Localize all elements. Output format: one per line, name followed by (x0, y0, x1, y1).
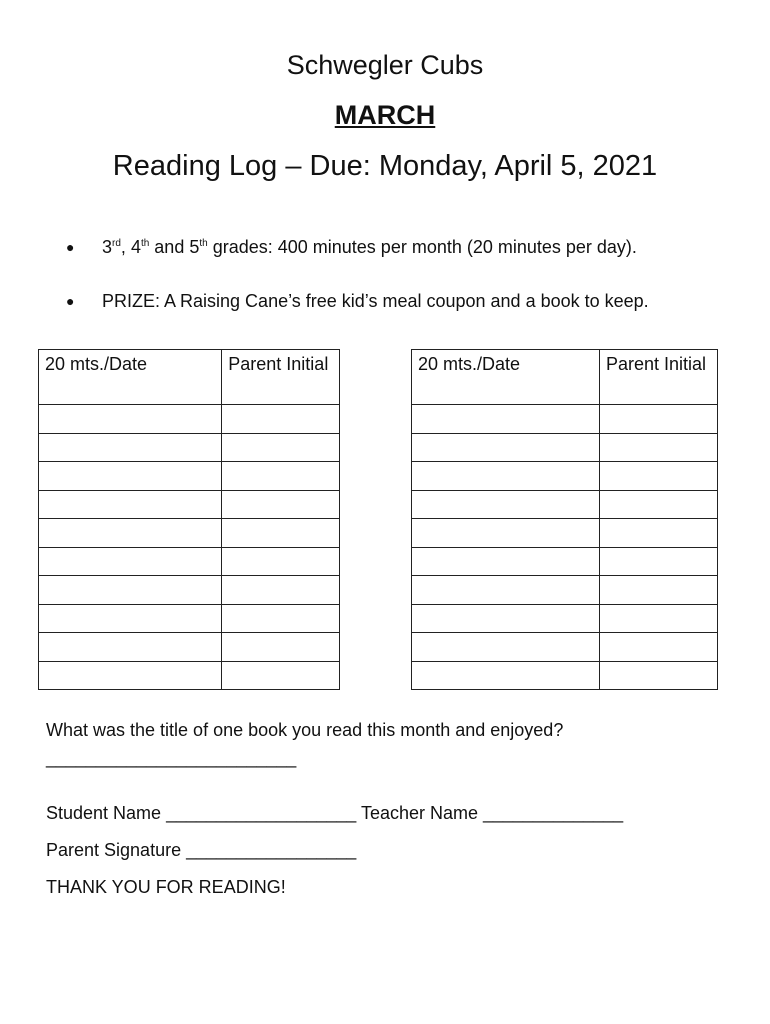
log-row (39, 433, 340, 462)
parent-initial-cell[interactable] (600, 576, 718, 605)
log-rows (412, 405, 718, 690)
date-column-header: 20 mts./Date (412, 350, 600, 405)
date-cell[interactable] (412, 490, 600, 519)
prize-bullet (66, 290, 746, 344)
date-cell[interactable] (39, 433, 222, 462)
log-row (39, 519, 340, 548)
log-row (412, 576, 718, 605)
log-row (412, 633, 718, 662)
date-cell[interactable] (412, 462, 600, 491)
log-row (39, 462, 340, 491)
parent-initial-cell[interactable] (222, 661, 340, 690)
parent-initial-cell[interactable] (222, 633, 340, 662)
parent-initial-cell[interactable] (600, 490, 718, 519)
parent-initial-cell[interactable] (222, 576, 340, 605)
grade-4: 4 (130, 237, 141, 257)
grade-3-suffix: rd (112, 238, 121, 249)
separator: , (120, 237, 131, 257)
parent-signature-line[interactable]: Parent Signature _________________ (46, 840, 357, 860)
date-cell[interactable] (39, 576, 222, 605)
log-row (39, 661, 340, 690)
page-title: Schwegler Cubs (286, 50, 484, 80)
bullet-icon: ● (66, 239, 75, 255)
date-cell[interactable] (39, 490, 222, 519)
date-column-header: 20 mts./Date (39, 350, 222, 405)
log-row (39, 405, 340, 434)
log-row (39, 604, 340, 633)
date-cell[interactable] (412, 576, 600, 605)
reading-log-table-left (38, 349, 340, 690)
parent-initial-cell[interactable] (222, 433, 340, 462)
date-cell[interactable] (39, 633, 222, 662)
parent-initial-cell[interactable] (600, 547, 718, 576)
date-cell[interactable] (412, 661, 600, 690)
log-rows (39, 405, 340, 690)
grades-bullet (66, 236, 746, 290)
parent-initial-cell[interactable] (222, 519, 340, 548)
date-cell[interactable] (412, 547, 600, 576)
date-cell[interactable] (412, 633, 600, 662)
student-teacher-name-line[interactable]: Student Name ___________________ Teacher Name ______________ (46, 803, 624, 823)
page-subtitle: Reading Log – Due: Monday, April 5, 2021 (112, 150, 658, 182)
bullet-icon: ● (66, 293, 75, 309)
date-cell[interactable] (39, 604, 222, 633)
grade-5-suffix: th (199, 238, 208, 249)
grade-4-suffix: th (140, 238, 150, 249)
log-row (412, 490, 718, 519)
date-cell[interactable] (39, 661, 222, 690)
parent-initial-cell[interactable] (600, 604, 718, 633)
parent-initial-cell[interactable] (222, 547, 340, 576)
log-row (39, 490, 340, 519)
favorite-book-question[interactable]: What was the title of one book you read this month and enjoyed?_________________________ (46, 720, 564, 768)
parent-initial-cell[interactable] (600, 405, 718, 434)
grade-3: 3 (102, 237, 113, 257)
grade-5: 5 (189, 237, 200, 257)
log-row (412, 433, 718, 462)
month-heading: MARCH (334, 100, 436, 130)
parent-initial-column-header: Parent Initial (600, 350, 718, 405)
date-cell[interactable] (39, 547, 222, 576)
parent-initial-cell[interactable] (222, 490, 340, 519)
prize-text: PRIZE: A Raising Cane’s free kid’s meal coupon and a book to keep. (102, 291, 649, 311)
parent-initial-cell[interactable] (600, 462, 718, 491)
parent-initial-column-header: Parent Initial (222, 350, 340, 405)
date-cell[interactable] (412, 604, 600, 633)
parent-initial-cell[interactable] (222, 405, 340, 434)
parent-initial-cell[interactable] (222, 462, 340, 491)
date-cell[interactable] (412, 433, 600, 462)
thank-you-note: THANK YOU FOR READING! (46, 877, 286, 897)
log-row (412, 462, 718, 491)
parent-initial-cell[interactable] (600, 433, 718, 462)
date-cell[interactable] (39, 462, 222, 491)
log-row (412, 519, 718, 548)
log-row (412, 661, 718, 690)
grades-requirement: grades: 400 minutes per month (20 minutes per day). (207, 237, 637, 257)
parent-initial-cell[interactable] (600, 661, 718, 690)
reading-log-table-right (411, 349, 718, 690)
log-row (39, 547, 340, 576)
info-list (66, 236, 746, 344)
date-cell[interactable] (412, 405, 600, 434)
date-cell[interactable] (412, 519, 600, 548)
conjunction: and (149, 237, 190, 257)
log-row (412, 405, 718, 434)
log-row (412, 604, 718, 633)
parent-initial-cell[interactable] (600, 519, 718, 548)
date-cell[interactable] (39, 405, 222, 434)
log-row (39, 576, 340, 605)
log-row (412, 547, 718, 576)
parent-initial-cell[interactable] (222, 604, 340, 633)
log-row (39, 633, 340, 662)
date-cell[interactable] (39, 519, 222, 548)
parent-initial-cell[interactable] (600, 633, 718, 662)
